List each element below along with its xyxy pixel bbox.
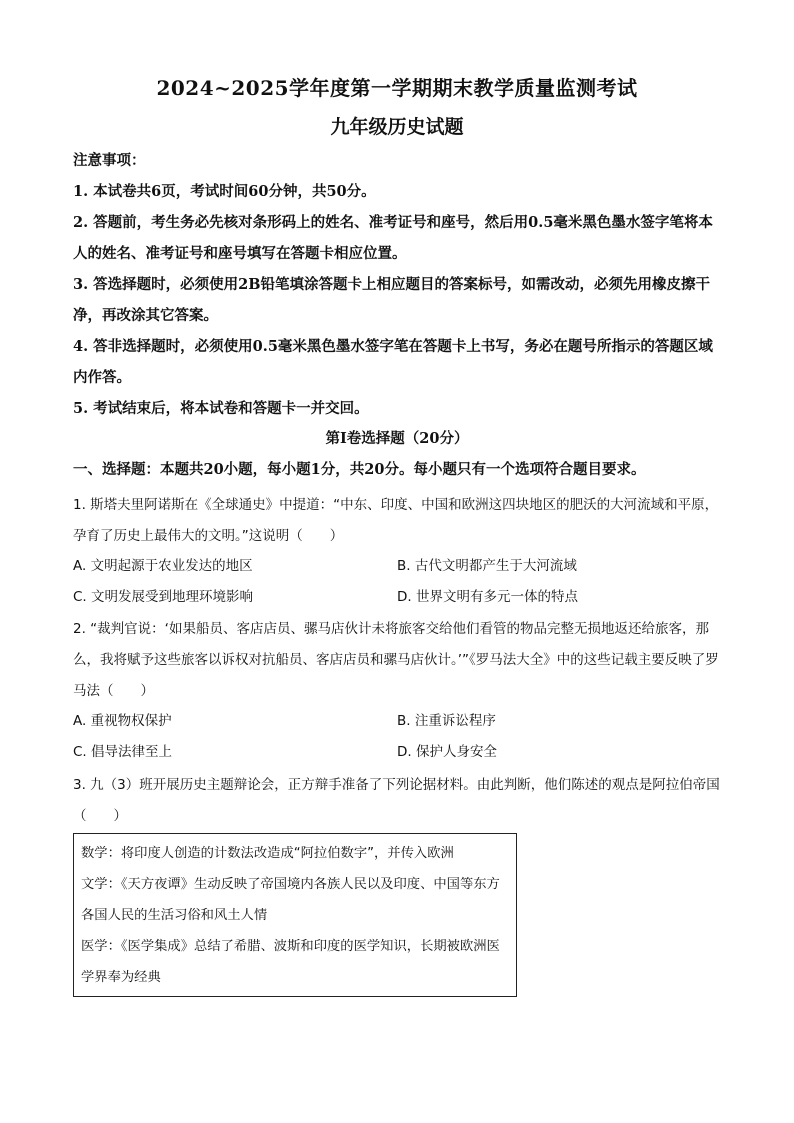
- question-1-stem: 1. 斯塔夫里阿诺斯在《全球通史》中提道：“中东、印度、中国和欧洲这四块地区的肥沃的大河流域和平原，孕育了历史上最伟大的文明。”这说明（ ）: [73, 497, 719, 544]
- exam-subtitle: 九年级历史试题: [330, 116, 464, 138]
- option-b: B. 古代文明都产生于大河流域: [397, 558, 577, 574]
- option-d: D. 世界文明有多元一体的特点: [397, 589, 578, 605]
- option-a: A. 重视物权保护: [73, 713, 172, 729]
- notice-item: 2. 答题前，考生务必先核对条形码上的姓名、准考证号和座号，然后用0.5毫米黑色墨水签字笔将本人的姓名、准考证号和座号填写在答题卡相应位置。: [73, 214, 713, 262]
- question-2-options-row: [73, 706, 723, 737]
- question-1-options-row: [73, 551, 723, 582]
- notice-item: 1. 本试卷共6页，考试时间60分钟，共50分。: [73, 183, 376, 200]
- notice-item: 3. 答选择题时，必须使用2B铅笔填涂答题卡上相应题目的答案标号，如需改动，必须先用橡皮擦干净，再改涂其它答案。: [73, 276, 711, 324]
- notice-item: 4. 答非选择题时，必须使用0.5毫米黑色墨水签字笔在答题卡上书写，务必在题号所指示的答题区域内作答。: [73, 338, 713, 386]
- evidence-literature: 文学：《天方夜谭》生动反映了帝国境内各族人民以及印度、中国等东方各国人民的生活习俗和风土人情: [81, 877, 500, 923]
- question-3-stem: 3. 九（3）班开展历史主题辩论会，正方辩手准备了下列论据材料。由此判断，他们陈述的观点是阿拉伯帝国（ ）: [73, 777, 720, 824]
- option-c: C. 文明发展受到地理环境影响: [73, 589, 254, 605]
- question-1-options-row: [73, 582, 723, 613]
- exam-title: 2024~2025学年度第一学期期末教学质量监测考试: [156, 76, 638, 100]
- option-d: D. 保护人身安全: [397, 744, 497, 760]
- evidence-box: [73, 833, 517, 997]
- evidence-math: 数学：将印度人创造的计数法改造成“阿拉伯数字”，并传入欧洲: [81, 846, 454, 861]
- option-a: A. 文明起源于农业发达的地区: [73, 558, 253, 574]
- evidence-medicine: 医学：《医学集成》总结了希腊、波斯和印度的医学知识，长期被欧洲医学界奉为经典: [81, 939, 500, 985]
- notice-item: 5. 考试结束后，将本试卷和答题卡一并交回。: [73, 400, 369, 417]
- section-title: 第Ⅰ卷选择题（20分）: [325, 430, 469, 447]
- notice-heading: 注意事项：: [73, 152, 146, 169]
- option-c: C. 倡导法律至上: [73, 744, 173, 760]
- question-2-options-row: [73, 737, 723, 768]
- section-instruction: 一、选择题：本题共20小题，每小题1分，共20分。每小题只有一个选项符合题目要求。: [73, 461, 646, 478]
- option-b: B. 注重诉讼程序: [397, 713, 496, 729]
- question-2-stem: 2. “裁判官说：‘如果船员、客店店员、骡马店伙计未将旅客交给他们看管的物品完整无损地返还给旅客，那么，我将赋予这些旅客以诉权对抗船员、客店店员和骡马店伙计。’”《罗马法大全》中的这些记载主要反映了罗马法（ ）: [73, 621, 719, 699]
